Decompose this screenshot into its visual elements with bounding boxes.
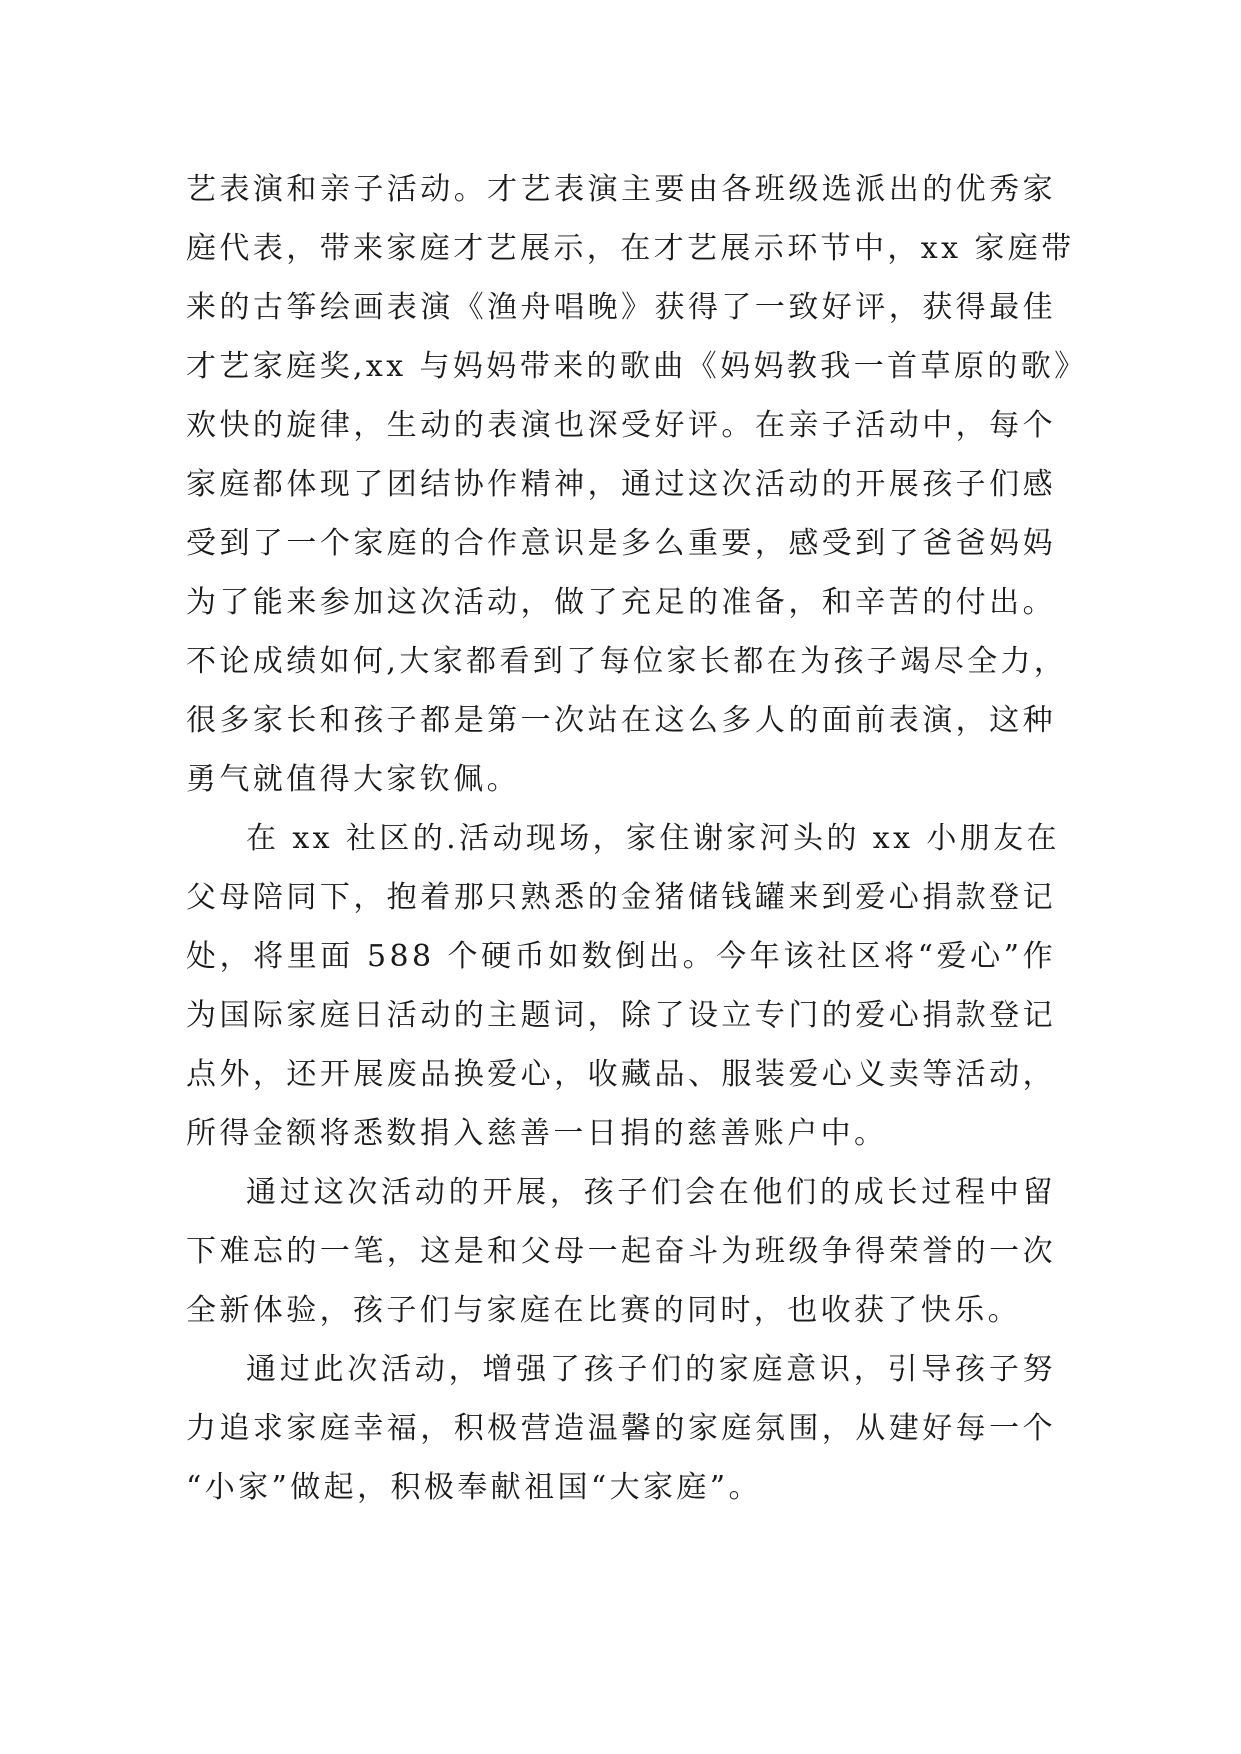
text-line: 受到了一个家庭的合作意识是多么重要，感受到了爸爸妈妈 <box>186 526 1056 561</box>
text-line: 庭代表，带来家庭才艺展示，在才艺展示环节中，xx 家庭带 <box>186 231 1075 266</box>
document-page <box>186 160 1088 1517</box>
paragraph-2 <box>186 809 1060 1163</box>
text-line: 点外，还开展废品换爱心，收藏品、服装爱心义卖等活动， <box>186 1057 1056 1092</box>
text-line: 不论成绩如何,大家都看到了每位家长都在为孩子竭尽全力， <box>186 644 1068 679</box>
paragraph-1 <box>186 160 1088 809</box>
text-line: 很多家长和孩子都是第一次站在这么多人的面前表演，这种 <box>186 703 1056 738</box>
text-line: 父母陪同下，抱着那只熟悉的金猪储钱罐来到爱心捐款登记 <box>186 880 1056 915</box>
paragraph-3 <box>186 1163 1056 1340</box>
text-line: 家庭都体现了团结协作精神，通过这次活动的开展孩子们感 <box>186 467 1056 502</box>
text-line: 力追求家庭幸福，积极营造温馨的家庭氛围，从建好每一个 <box>186 1411 1056 1446</box>
text-line: 欢快的旋律，生动的表演也深受好评。在亲子活动中，每个 <box>186 408 1056 443</box>
text-line: 所得金额将悉数捐入慈善一日捐的慈善账户中。 <box>186 1116 888 1151</box>
text-line: 通过这次活动的开展，孩子们会在他们的成长过程中留 <box>246 1175 1056 1210</box>
text-line: 在 xx 社区的.活动现场，家住谢家河头的 xx 小朋友在 <box>246 821 1060 856</box>
text-line: 来的古筝绘画表演《渔舟唱晚》获得了一致好评，获得最佳 <box>186 290 1056 325</box>
text-line: 艺表演和亲子活动。才艺表演主要由各班级选派出的优秀家 <box>186 172 1056 207</box>
text-line: 通过此次活动，增强了孩子们的家庭意识，引导孩子努 <box>246 1352 1056 1387</box>
text-line: “小家”做起，积极奉献祖国“大家庭”。 <box>186 1470 762 1505</box>
text-line: 下难忘的一笔，这是和父母一起奋斗为班级争得荣誉的一次 <box>186 1234 1056 1269</box>
text-line: 处，将里面 588 个硬币如数倒出。今年该社区将“爱心”作 <box>186 939 1056 974</box>
text-line: 才艺家庭奖,xx 与妈妈带来的歌曲《妈妈教我一首草原的歌》 <box>186 349 1088 384</box>
text-line: 为了能来参加这次活动，做了充足的准备，和辛苦的付出。 <box>186 585 1056 620</box>
paragraph-4 <box>186 1340 1056 1517</box>
text-line: 为国际家庭日活动的主题词，除了设立专门的爱心捐款登记 <box>186 998 1056 1033</box>
text-line: 勇气就值得大家钦佩。 <box>186 762 520 797</box>
text-line: 全新体验，孩子们与家庭在比赛的同时，也收获了快乐。 <box>186 1293 1021 1328</box>
